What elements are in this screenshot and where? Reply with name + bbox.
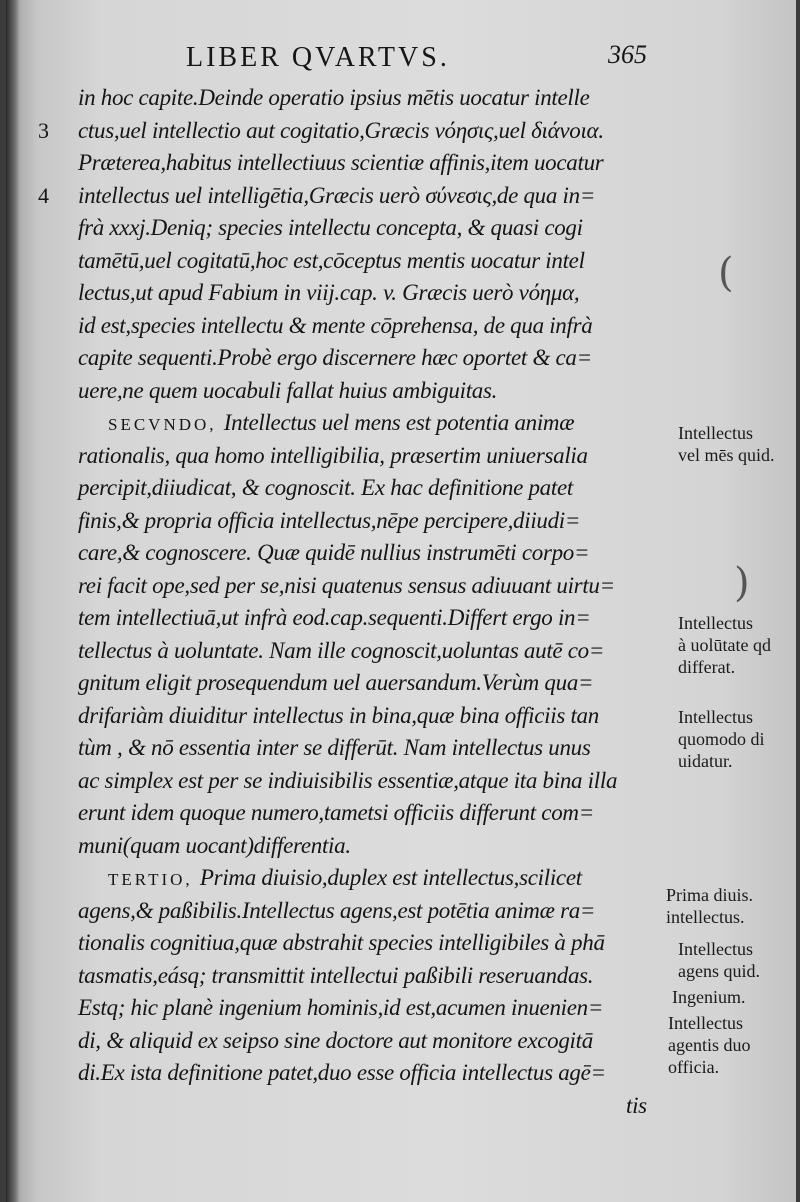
line-number: 4 <box>38 182 49 208</box>
line-text: ac simplex est per se indiuisibilis essentiæ,atque ita bina illa <box>78 767 618 793</box>
line-text: percipit,diiudicat, & cognoscit. Ex hac definitione patet <box>78 475 573 500</box>
text-line <box>78 82 658 115</box>
text-line <box>78 245 658 278</box>
catchword: tis <box>626 1092 647 1118</box>
text-line <box>78 765 658 798</box>
text-line <box>78 212 658 245</box>
margin-note <box>678 938 760 982</box>
margin-note-line: Intellectus <box>678 707 753 727</box>
margin-note-line: quomodo di <box>678 729 765 749</box>
margin-note <box>668 1012 751 1078</box>
line-text: agens,& paßibilis.Intellectus agens,est potētia animæ ra= <box>78 897 596 923</box>
margin-note-line: agens quid. <box>678 961 760 981</box>
line-text: di.Ex ista definitione patet,duo esse officia intellectus agē= <box>78 1060 606 1085</box>
text-line <box>78 472 658 505</box>
line-text: uere,ne quem uocabuli fallat huius ambiguitas. <box>78 377 498 403</box>
line-text: tionalis cognitiua,quæ abstrahit species intelligibiles à phā <box>78 930 605 955</box>
line-text: tamētū,uel cogitatū,hoc est,cōceptus mentis uocatur intel <box>78 247 585 273</box>
running-title: LIBER QVARTVS. <box>186 42 450 73</box>
text-line <box>78 797 658 830</box>
line-text: muni(quam uocant)differentia. <box>78 832 351 858</box>
margin-note-line: differat. <box>678 657 736 677</box>
line-text: capite sequenti.Probè ergo discernere hæc oportet & ca= <box>78 345 592 370</box>
line-text: finis,& propria officia intellectus,nēpe percipere,diiudi= <box>78 507 581 533</box>
line-text: care,& cognoscere. Quæ quidē nullius instrumēti corpo= <box>78 540 590 565</box>
line-text: tasmatis,eásq; transmittit intellectui paßibili reseruandas. <box>78 962 594 988</box>
book-page <box>6 0 796 1202</box>
catchword-line <box>78 1090 658 1123</box>
section-heading: SECVNDO <box>108 415 210 434</box>
line-text: Prima diuisio,duplex est intellectus,scilicet <box>199 865 582 890</box>
line-text: ctus,uel intellectio aut cogitatio,Græcis νόησις,uel διάνοια. <box>78 117 604 143</box>
text-line <box>78 732 658 765</box>
text-line <box>78 147 658 180</box>
text-line-section-start: SECVNDO, Intellectus uel mens est potentia animæ <box>108 410 575 435</box>
line-text: Intellectus uel mens est potentia animæ <box>223 410 575 435</box>
text-line <box>78 375 658 408</box>
line-text: lectus,ut apud Fabium in viij.cap. v. Græcis uerò νόημα, <box>78 280 580 305</box>
margin-pencil-mark: ( <box>718 250 734 296</box>
line-text: in hoc capite.Deinde operatio ipsius mētis uocatur intelle <box>78 85 590 110</box>
text-line <box>78 1057 658 1090</box>
text-line <box>78 895 658 928</box>
margin-note-line: à uolūtate qd <box>678 635 771 655</box>
line-text: id est,species intellectu & mente cōprehensa, de qua infrà <box>78 312 593 338</box>
text-line <box>78 277 658 310</box>
margin-note-line: officia. <box>668 1057 720 1077</box>
margin-note-line: Intellectus <box>668 1013 743 1033</box>
line-text: rationalis, qua homo intelligibilia, præsertim uniuersalia <box>78 442 588 468</box>
margin-note-line: Intellectus <box>678 423 753 443</box>
text-line <box>78 992 658 1025</box>
text-line <box>78 1025 658 1058</box>
margin-note-line: uidatur. <box>678 751 733 771</box>
text-line <box>78 830 658 863</box>
text-line <box>78 960 658 993</box>
section-heading: TERTIO <box>108 870 186 889</box>
margin-note-line: Ingenium. <box>672 987 746 1007</box>
line-text: erunt idem quoque numero,tametsi officiis differunt com= <box>78 800 594 825</box>
line-text: rei facit ope,sed per se,nisi quatenus sensus adiuuant uirtu= <box>78 572 615 598</box>
line-text: tellectus à uoluntate. Nam ille cognoscit,uoluntas autē co= <box>78 637 605 663</box>
margin-note-line: intellectus. <box>666 907 745 927</box>
line-text: intellectus uel intelligētia,Græcis uerò σύνεσις,de qua in= <box>78 182 596 208</box>
margin-note-line: vel mēs quid. <box>678 445 775 465</box>
line-text: tùm , & nō essentia inter se differūt. Nam intellectus unus <box>78 735 591 760</box>
line-text: tem intellectiuā,ut infrà eod.cap.sequenti.Differt ergo in= <box>78 605 591 630</box>
margin-note <box>678 612 771 678</box>
line-text: di, & aliquid ex seipso sine doctore aut monitore excogitā <box>78 1027 593 1053</box>
text-line <box>78 440 658 473</box>
page-header <box>176 40 676 80</box>
main-text-block <box>38 82 658 1122</box>
margin-note <box>678 422 775 466</box>
page-gutter-shadow <box>6 0 20 1202</box>
text-line <box>78 342 658 375</box>
text-line <box>78 570 658 603</box>
text-line <box>78 537 658 570</box>
margin-note-line: agentis duo <box>668 1035 751 1055</box>
line-text: frà xxxj.Deniq; species intellectu concepta, & quasi cogi <box>78 215 583 240</box>
text-line <box>78 602 658 635</box>
margin-note-line: Intellectus <box>678 613 753 633</box>
text-line <box>78 635 658 668</box>
text-line <box>78 927 658 960</box>
text-line <box>78 667 658 700</box>
line-text: gnitum eligit prosequendum uel auersandum.Verùm qua= <box>78 670 594 695</box>
line-text: Estq; hic planè ingenium hominis,id est,acumen inuenien= <box>78 995 604 1020</box>
margin-note <box>672 986 746 1008</box>
text-line <box>78 310 658 343</box>
text-line <box>78 505 658 538</box>
line-text: drifariàm diuiditur intellectus in bina,quæ bina officiis tan <box>78 702 599 728</box>
margin-note-line: Prima diuis. <box>666 885 754 905</box>
margin-note <box>666 884 753 928</box>
margin-note-line: Intellectus <box>678 939 753 959</box>
text-line <box>38 180 658 213</box>
text-line <box>78 700 658 733</box>
page-number: 365 <box>608 40 647 69</box>
margin-note <box>678 706 765 772</box>
text-line-section-start: TERTIO, Prima diuisio,duplex est intellectus,scilicet <box>108 865 582 890</box>
line-text: Præterea,habitus intellectiuus scientiæ affinis,item uocatur <box>78 150 604 175</box>
line-number: 3 <box>38 117 49 143</box>
margin-pencil-mark: ) <box>734 560 750 606</box>
text-line <box>38 115 658 148</box>
